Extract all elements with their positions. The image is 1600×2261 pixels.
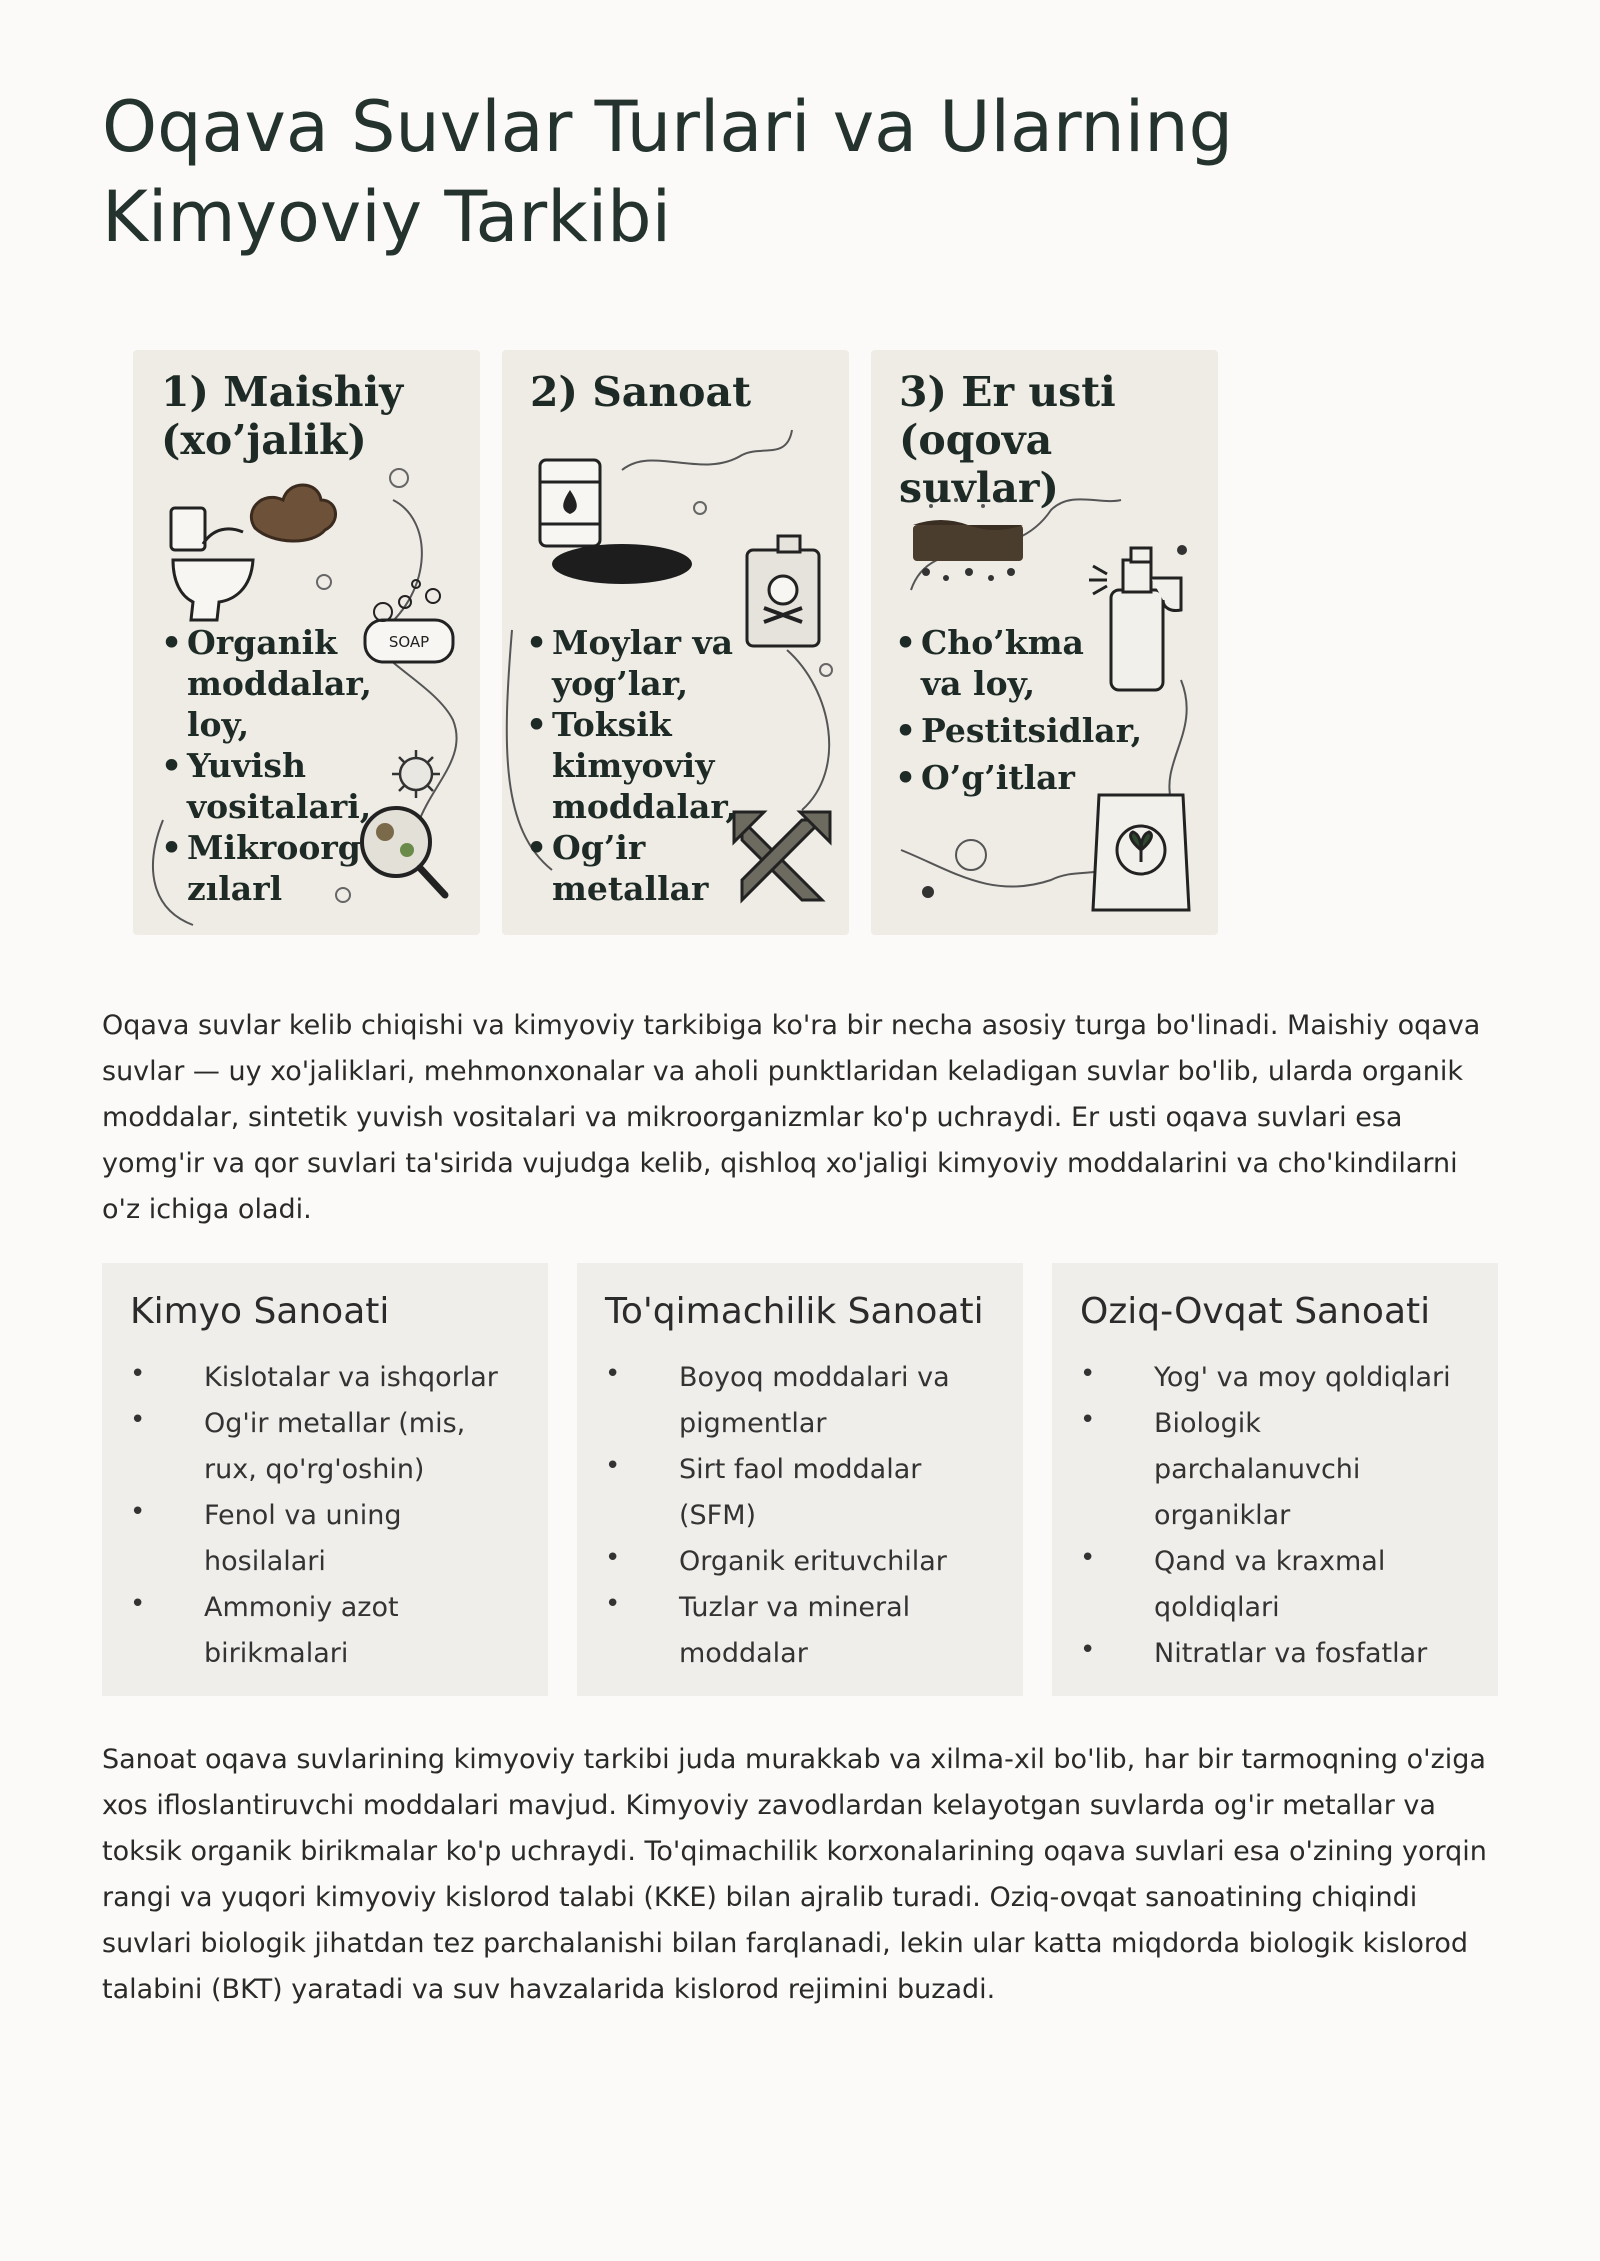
soap-icon bbox=[365, 580, 453, 662]
toilet-icon bbox=[171, 508, 253, 620]
panel-domestic bbox=[133, 350, 480, 935]
industry-paragraph: Sanoat oqava suvlarining kimyoviy tarkibi juda murakkab va xilma-xil bo'lib, har bir tarmoqning o'ziga xos ifloslantiruvchi moddalari mavjud. Kimyoviy zavodlardan kelayotgan suvlarda og'ir metallar va toksik organik birikmalar ko'p uchraydi. To'qimachilik korxonalarining oqava suvlari esa o'zining yorqin rangi va yuqori kimyoviy kislorod talabi (KKE) bilan ajralib turadi. Oziq-ovqat sanoatining chiqindi suvlari biologik jihatdan tez parchalanishi bilan farqlanadi, lekin ular katta miqdorda biologik kislorod talabini (BKT) yaratadi va suv havzalarida kislorod rejimini buzadi. bbox=[102, 1744, 1487, 2005]
list-item: • Og'ir metallar (mis, rux, qo'rg'oshin) bbox=[130, 1401, 520, 1493]
intro-paragraph: Oqava suvlar kelib chiqishi va kimyoviy tarkibiga ko'ra bir necha asosiy turga bo'linadi. Maishiy oqava suvlar — uy xo'jaliklari, mehmonxonalar va aholi punktlaridan keladigan suvlar bo'lib, ularda organik moddalar, sintetik yuvish vositalari va mikroorganizmlar ko'p uchraydi. Er usti oqava suvlari esa yomg'ir va qor suvlari ta'sirida vujudga kelib, qishloq xo'jaligi kimyoviy moddalarini va cho'kindilarni o'z ichiga oladi. bbox=[102, 1010, 1481, 1225]
card-title: To'qimachilik Sanoati bbox=[605, 1291, 984, 1332]
page-title: Oqava Suvlar Turlari va Ularning Kimyoviy Tarkibi bbox=[102, 86, 1234, 258]
card-title: Kimyo Sanoati bbox=[130, 1291, 390, 1332]
list-item: • Fenol va uning hosilalari bbox=[130, 1493, 520, 1585]
list-item: • O’g’itlar bbox=[895, 757, 1135, 798]
card-list bbox=[1080, 1355, 1470, 1677]
list-item: • Cho’kma va loy, bbox=[895, 622, 1135, 704]
magnifier-icon bbox=[362, 808, 445, 895]
panel-industrial bbox=[502, 350, 849, 935]
list-item: • Yog' va moy qoldiqlari bbox=[1080, 1355, 1470, 1401]
list-item: • Organik moddalar, loy, bbox=[161, 622, 361, 745]
card-title: Oziq-Ovqat Sanoati bbox=[1080, 1291, 1431, 1332]
list-item: • Sirt faol moddalar (SFM) bbox=[605, 1447, 995, 1539]
soap-label: SOAP bbox=[388, 633, 430, 651]
list-item: • Qand va kraxmal qoldiqlari bbox=[1080, 1539, 1470, 1631]
poop-icon bbox=[251, 485, 335, 541]
panel-industrial-heading: 2) Sanoat bbox=[530, 368, 752, 416]
list-item: • Biologik parchalanuvchi organiklar bbox=[1080, 1401, 1470, 1539]
list-item: • Organik erituvchilar bbox=[605, 1539, 995, 1585]
oil-barrel-icon bbox=[540, 460, 600, 546]
virus-icon bbox=[392, 750, 440, 798]
panel-surface bbox=[871, 350, 1218, 935]
list-item: • Kislotalar va ishqorlar bbox=[130, 1355, 520, 1401]
list-item: • Nitratlar va fosfatlar bbox=[1080, 1631, 1470, 1677]
card-list bbox=[130, 1355, 520, 1677]
panel-surface-list bbox=[895, 622, 1143, 798]
card-chemical-industry bbox=[102, 1263, 548, 1696]
list-item: • Ammoniy azot birikmalari bbox=[130, 1585, 520, 1677]
list-item: • Og’ir metallar bbox=[526, 827, 836, 909]
industry-cards bbox=[102, 1263, 1498, 1696]
card-list bbox=[605, 1355, 995, 1677]
panel-domestic-list bbox=[161, 622, 372, 909]
card-food-industry bbox=[1052, 1263, 1498, 1696]
card-textile-industry bbox=[577, 1263, 1023, 1696]
list-item: • Mikroorg zılarl bbox=[161, 827, 361, 909]
fertilizer-bag-icon bbox=[1093, 795, 1189, 910]
list-item: • Toksik kimyoviy moddalar, bbox=[526, 704, 836, 827]
list-item: • Moylar va yog’lar, bbox=[526, 622, 836, 704]
panel-domestic-heading: 1) Maishiy (xo’jalik) bbox=[161, 368, 404, 464]
list-item: • Tuzlar va mineral moddalar bbox=[605, 1585, 995, 1677]
wastewater-types-illustration bbox=[133, 350, 1223, 935]
list-item: • Boyoq moddalari va pigmentlar bbox=[605, 1355, 995, 1447]
panel-industrial-list bbox=[526, 622, 836, 909]
panel-surface-heading: 3) Er usti (oqova suvlar) bbox=[899, 368, 1116, 512]
list-item: • Yuvish vositalari, bbox=[161, 745, 361, 827]
list-item: • Pestitsidlar, bbox=[895, 710, 1135, 751]
